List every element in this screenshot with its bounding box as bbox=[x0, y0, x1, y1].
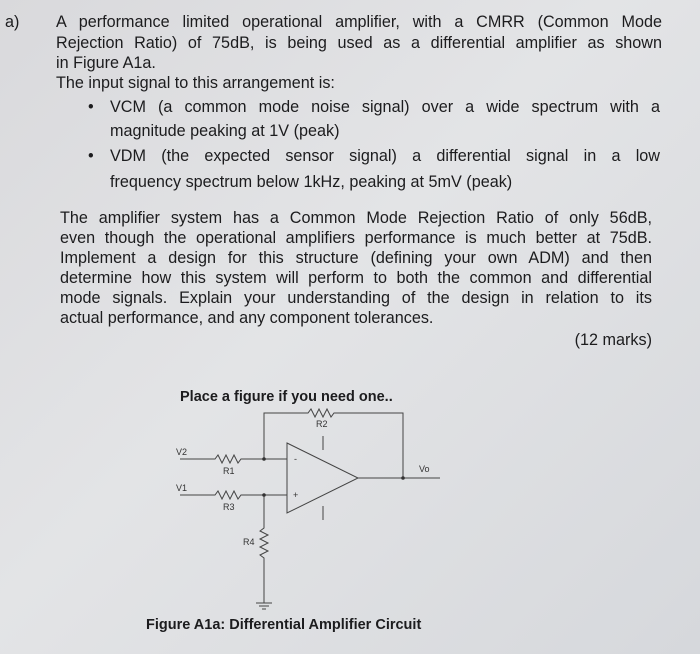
bullet-line: magnitude peaking at 1V (peak) bbox=[110, 122, 340, 140]
intro-line: The input signal to this arrangement is: bbox=[56, 74, 335, 92]
r2-resistor bbox=[264, 409, 403, 478]
paragraph-line: Implement a design for this structure (defining your own ADM) and then bbox=[60, 249, 652, 267]
question-label: a) bbox=[5, 13, 20, 31]
paragraph-line: actual performance, and any component tolerances. bbox=[60, 309, 434, 327]
bullet-icon: • bbox=[88, 98, 94, 116]
r3-label: R3 bbox=[223, 502, 235, 512]
intro-line: in Figure A1a. bbox=[56, 54, 156, 72]
ground-icon bbox=[256, 603, 272, 609]
bullet-icon: • bbox=[88, 147, 94, 165]
paragraph-line: The amplifier system has a Common Mode Rejection Ratio of only 56dB, bbox=[60, 209, 652, 227]
figure-prompt: Place a figure if you need one.. bbox=[180, 389, 393, 405]
bullet-line: frequency spectrum below 1kHz, peaking at 5mV (peak) bbox=[110, 173, 513, 191]
r4-resistor bbox=[260, 495, 268, 603]
r2-label: R2 bbox=[316, 419, 328, 429]
marks-label: (12 marks) bbox=[574, 331, 652, 349]
minus-label: - bbox=[294, 454, 297, 464]
paragraph-line: determine how this system will perform to both the common and differential bbox=[60, 269, 652, 287]
r3-resistor bbox=[180, 491, 287, 499]
r1-resistor bbox=[180, 455, 287, 463]
bullet-line: VCM (a common mode noise signal) over a wide spectrum with a bbox=[110, 98, 660, 116]
r4-label: R4 bbox=[243, 537, 255, 547]
v1-label: V1 bbox=[176, 483, 188, 493]
vo-label: Vo bbox=[419, 464, 430, 474]
op-amp-triangle bbox=[287, 443, 358, 513]
intro-line: A performance limited operational amplifier, with a CMRR (Common Mode bbox=[56, 13, 662, 31]
plus-label: + bbox=[293, 490, 299, 500]
r1-label: R1 bbox=[223, 466, 235, 476]
paragraph-line: mode signals. Explain your understanding of the design in relation to its bbox=[60, 289, 652, 307]
figure-caption: Figure A1a: Differential Amplifier Circuit bbox=[146, 617, 422, 633]
intro-line: Rejection Ratio) of 75dB, is being used as a differential amplifier as shown bbox=[56, 34, 662, 52]
bullet-line: VDM (the expected sensor signal) a differential signal in a low bbox=[110, 147, 660, 165]
paragraph-line: even though the operational amplifiers performance is much better at 75dB. bbox=[60, 229, 652, 247]
v2-label: V2 bbox=[176, 447, 188, 457]
